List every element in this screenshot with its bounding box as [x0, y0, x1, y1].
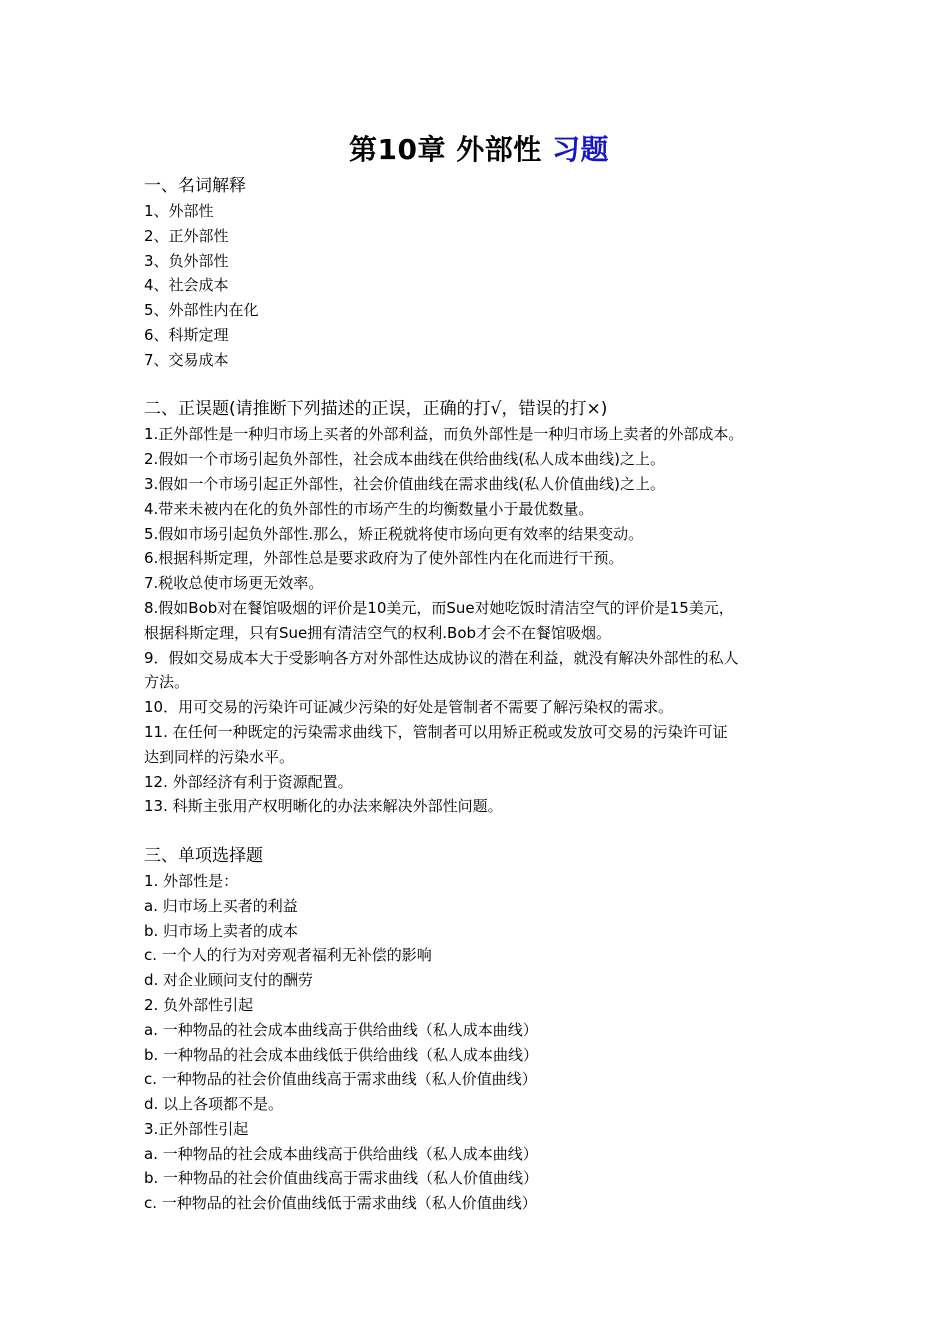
page-title: [144, 130, 814, 170]
question-line: 1.正外部性是一种归市场上买者的外部利益，而负外部性是一种归市场上卖者的外部成本。: [144, 425, 744, 444]
title-accent: 习题: [551, 133, 609, 166]
question-line: 6.根据科斯定理，外部性总是要求政府为了使外部性内在化而进行干预。: [144, 549, 624, 568]
question-line: 达到同样的污染水平。: [144, 747, 295, 766]
question-line: 方法。: [144, 673, 190, 692]
section-spacer: [144, 373, 814, 398]
question-line: 根据科斯定理，只有Sue拥有清洁空气的权利.Bob才会不在餐馆吸烟。: [144, 623, 612, 642]
section-heading: 一、名词解释: [144, 176, 246, 196]
question-line: 3.正外部性引起: [144, 1119, 249, 1138]
section-heading: 三、单项选择题: [144, 845, 263, 866]
option-line: d. 对企业顾问支付的酬劳: [144, 971, 314, 990]
question-line: 10．用可交易的污染许可证减少污染的好处是管制者不需要了解污染权的需求。: [144, 698, 674, 717]
question-line: 1. 外部性是：: [144, 871, 239, 890]
option-line: c. 一种物品的社会价值曲线低于需求曲线（私人价值曲线）: [144, 1194, 537, 1213]
question-line: 7.税收总使市场更无效率。: [144, 574, 324, 593]
section-terms: [144, 174, 814, 373]
list-item: 1、外部性: [144, 202, 214, 220]
list-item: 6、科斯定理: [144, 325, 229, 344]
option-line: a. 一种物品的社会成本曲线高于供给曲线（私人成本曲线）: [144, 1020, 538, 1039]
option-line: a. 一种物品的社会成本曲线高于供给曲线（私人成本曲线）: [144, 1144, 538, 1163]
question-line: 2. 负外部性引起: [144, 995, 254, 1014]
option-line: a. 归市场上买者的利益: [144, 896, 298, 915]
question-line: 4.带来未被内在化的负外部性的市场产生的均衡数量小于最优数量。: [144, 499, 594, 518]
question-line: 9．假如交易成本大于受影响各方对外部性达成协议的潜在利益，就没有解决外部性的私人: [144, 648, 739, 667]
option-line: d. 以上各项都不是。: [144, 1095, 284, 1114]
question-line: 2.假如一个市场引起负外部性，社会成本曲线在供给曲线(私人成本曲线)之上。: [144, 450, 666, 469]
question-line: 11. 在任何一种既定的污染需求曲线下，管制者可以用矫正税或发放可交易的污染许可证: [144, 722, 728, 741]
question-line: 12. 外部经济有利于资源配置。: [144, 772, 353, 791]
title-main: 第10章 外部性: [349, 133, 552, 166]
option-line: b. 一种物品的社会价值曲线高于需求曲线（私人价值曲线）: [144, 1169, 539, 1188]
list-item: 2、正外部性: [144, 226, 229, 245]
question-line: 13. 科斯主张用产权明晰化的办法来解决外部性问题。: [144, 797, 503, 816]
section-heading: 二、正误题(请推断下列描述的正误，正确的打√，错误的打×): [144, 399, 608, 420]
question-line: 8.假如Bob对在餐馆吸烟的评价是10美元，而Sue对她吃饭时清洁空气的评价是15美元，: [144, 598, 734, 617]
section-spacer: [144, 819, 814, 844]
option-line: b. 归市场上卖者的成本: [144, 921, 299, 940]
option-line: c. 一个人的行为对旁观者福利无补偿的影响: [144, 946, 432, 965]
list-item: 5、外部性内在化: [144, 301, 259, 320]
section-multiple-choice: [144, 844, 814, 1216]
list-item: 7、交易成本: [144, 350, 229, 369]
document-page: [144, 130, 814, 1216]
list-item: 4、社会成本: [144, 276, 229, 295]
section-true-false: [144, 397, 814, 819]
option-line: c. 一种物品的社会价值曲线高于需求曲线（私人价值曲线）: [144, 1070, 537, 1089]
option-line: b. 一种物品的社会成本曲线低于供给曲线（私人成本曲线）: [144, 1045, 539, 1064]
question-line: 3.假如一个市场引起正外部性，社会价值曲线在需求曲线(私人价值曲线)之上。: [144, 474, 666, 493]
question-line: 5.假如市场引起负外部性.那么，矫正税就将使市场向更有效率的结果变动。: [144, 524, 644, 543]
list-item: 3、负外部性: [144, 251, 229, 270]
